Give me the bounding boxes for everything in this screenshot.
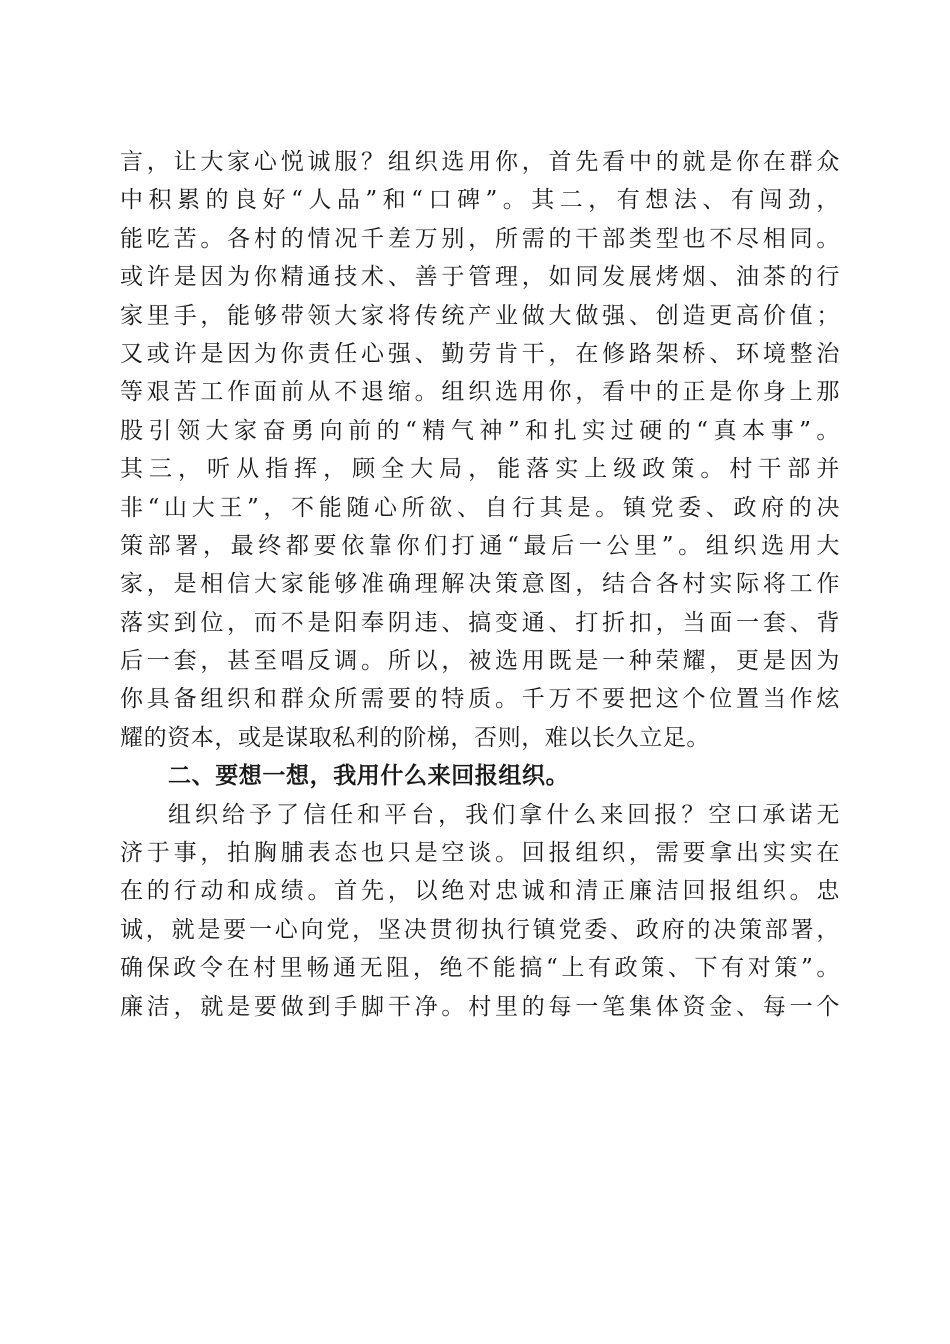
text-line: 济于事，拍胸脯表态也只是空谈。回报组织，需要拿出实实在 [120,840,840,867]
text-line: 你具备组织和群众所需要的特质。千万不要把这个位置当作炫 [120,686,840,713]
text-line: 能吃苦。各村的情况千差万别，所需的干部类型也不尽相同。 [120,225,840,252]
text-line: 后一套，甚至唱反调。所以，被选用既是一种荣耀，更是因为 [120,648,840,675]
text-line: 策部署，最终都要依靠你们打通“最后一公里”。组织选用大 [120,532,840,559]
text-line: 在的行动和成绩。首先，以绝对忠诚和清正廉洁回报组织。忠 [120,878,840,905]
text-line: 或许是因为你精通技术、善于管理，如同发展烤烟、油茶的行 [120,264,840,291]
text-line: 又或许是因为你责任心强、勤劳肯干，在修路架桥、环境整治 [120,340,840,367]
text-line: 组织给予了信任和平台，我们拿什么来回报？空口承诺无 [168,801,840,828]
section-heading: 二、要想一想，我用什么来回报组织。 [168,763,570,790]
text-line: 家里手，能够带领大家将传统产业做大做强、创造更高价值； [120,302,840,329]
text-line: 言，让大家心悦诚服？组织选用你，首先看中的就是你在群众 [120,149,840,175]
text-line: 确保政令在村里畅通无阻，绝不能搞“上有政策、下有对策”。 [120,955,840,982]
text-line: 等艰苦工作面前从不退缩。组织选用你，看中的正是你身上那 [120,379,840,406]
text-line: 诚，就是要一心向党，坚决贯彻执行镇党委、政府的决策部署， [120,916,840,943]
document-body [120,143,840,1026]
text-line: 廉洁，就是要做到手脚干净。村里的每一笔集体资金、每一个 [120,993,840,1020]
paragraph-1 [120,143,840,757]
text-line: 股引领大家奋勇向前的“精气神”和扎实过硬的“真本事”。 [120,417,840,444]
paragraph-2 [120,796,840,1026]
text-line: 耀的资本，或是谋取私利的阶梯，否则，难以长久立足。 [120,724,710,751]
text-line: 落实到位，而不是阳奉阴违、搞变通、打折扣，当面一套、背 [120,609,840,636]
text-line: 其三，听从指挥，顾全大局，能落实上级政策。村干部并 [120,456,840,483]
text-line: 家，是相信大家能够准确理解决策意图，结合各村实际将工作 [120,571,840,598]
text-line: 非“山大王”，不能随心所欲、自行其是。镇党委、政府的决 [120,494,840,521]
text-line: 中积累的良好“人品”和“口碑”。其二，有想法、有闯劲， [120,187,840,214]
